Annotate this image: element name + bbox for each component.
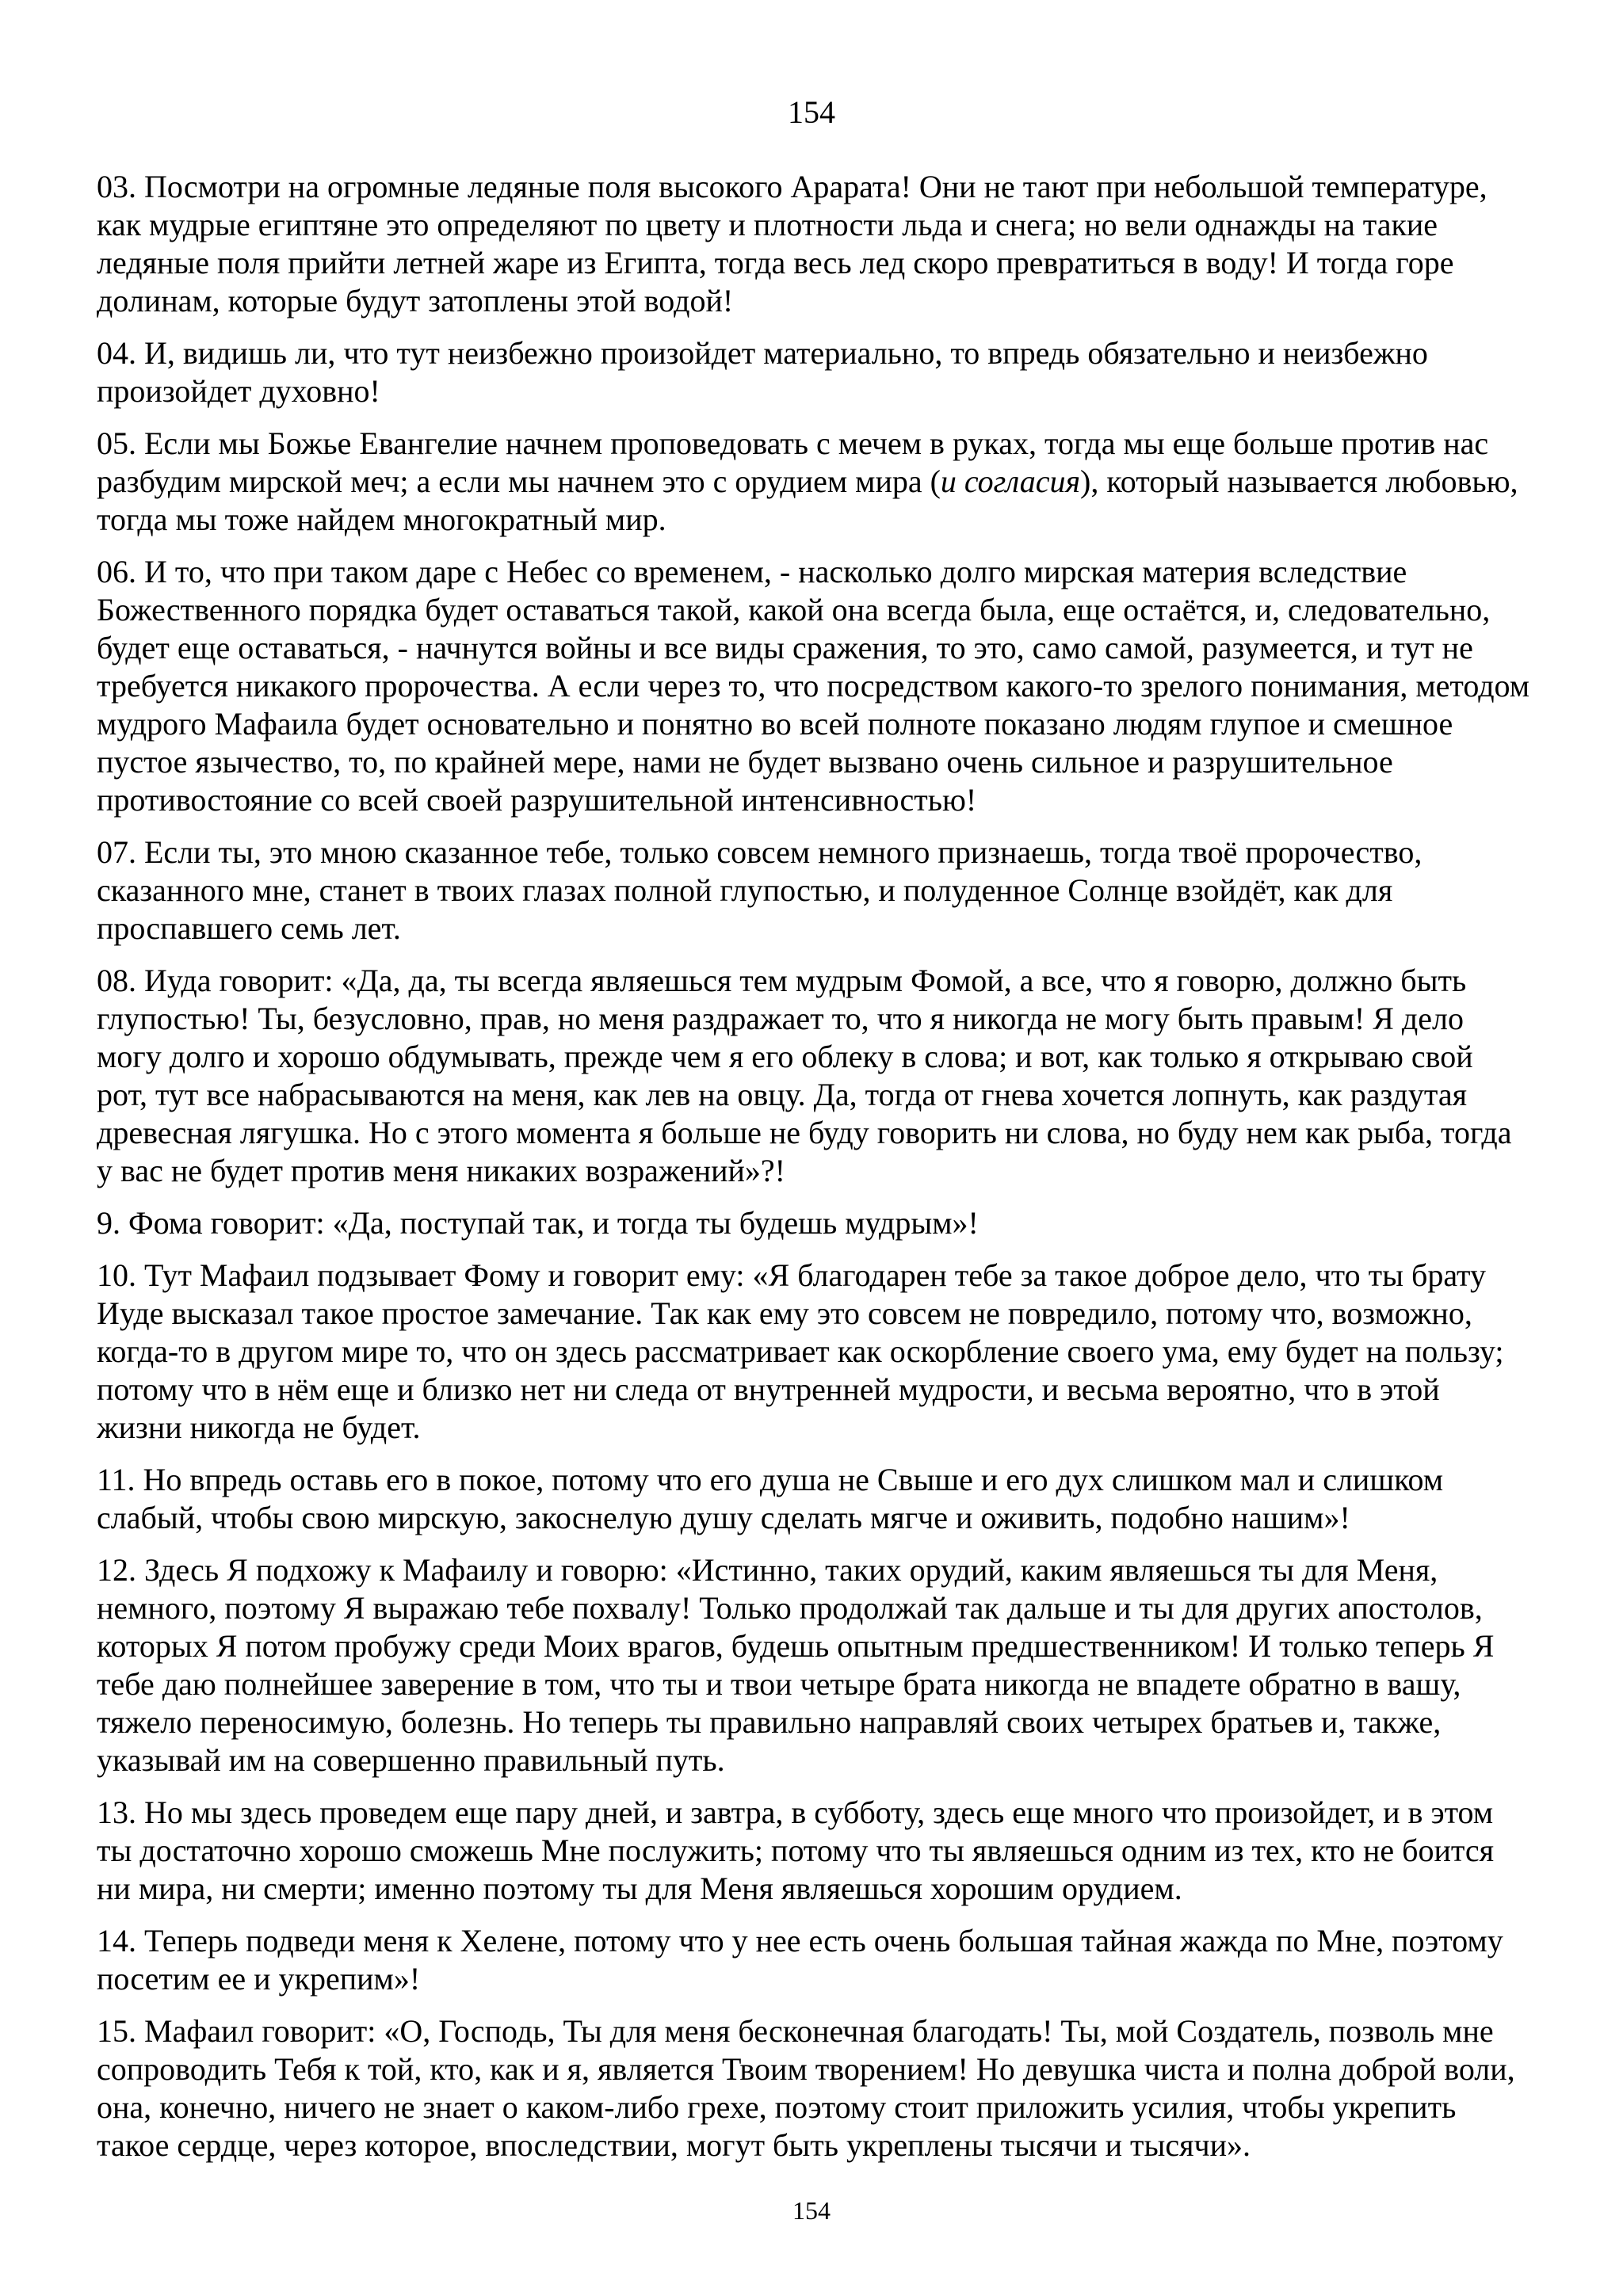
paragraph-05-post: ), который называется любовью, тогда мы тоже найдем многократный мир. bbox=[97, 463, 1518, 537]
page-number-top: 154 bbox=[788, 94, 835, 130]
paragraph-06: 06. И то, что при таком даре с Небес со временем, - насколько долго мирская материя вследствие Божественного порядка будет оставаться такой, какой она всегда была, еще остаётся, и, следовательно, будет еще оставаться, - начнутся войны и все виды сражения, то это, само самой, разумеется, и тут не требуется никакого пророчества. А если через то, что посредством какого-то зрелого понимания, методом мудрого Мафаила будет основательно и понятно во всей полноте показано людям глупое и смешное пустое язычество, то, по крайней мере, нами не будет вызвано очень сильное и разрушительное противостояние со всей своей разрушительной интенсивностью! bbox=[97, 554, 1530, 818]
paragraph-05-italic: и согласия bbox=[940, 463, 1081, 499]
paragraph-07: 07. Если ты, это мною сказанное тебе, только совсем немного признаешь, тогда твоё пророчество, сказанного мне, станет в твоих глазах полной глупостью, и полуденное Солнце взойдёт, как для проспавшего семь лет. bbox=[97, 834, 1423, 946]
paragraph-09: 9. Фома говорит: «Да, поступай так, и тогда ты будешь мудрым»! bbox=[97, 1205, 979, 1241]
paragraph-14: 14. Теперь подведи меня к Хелене, потому что у нее есть очень большая тайная жажда по Мне, поэтому посетим ее и укрепим»! bbox=[97, 1923, 1503, 1997]
paragraph-11: 11. Но впредь оставь его в покое, потому что его душа не Свыше и его дух слишком мал и слишком слабый, чтобы свою мирскую, закоснелую душу сделать мягче и оживить, подобно нашим»! bbox=[97, 1462, 1444, 1535]
paragraph-03: 03. Посмотри на огромные ледяные поля высокого Арарата! Они не тают при небольшой температуре, как мудрые египтяне это определяют по цвету и плотности льда и снега; но вели однажды на такие ледяные поля прийти летней жаре из Египта, тогда весь лед скоро превратиться в воду! И тогда горе долинам, которые будут затоплены этой водой! bbox=[97, 169, 1487, 318]
paragraph-08: 08. Иуда говорит: «Да, да, ты всегда являешься тем мудрым Фомой, а все, что я говорю, должно быть глупостью! Ты, безусловно, прав, но меня раздражает то, что я никогда не могу быть правым! Я дело могу долго и хорошо обдумывать, прежде чем я его облеку в слова; и вот, как только я открываю свой рот, тут все набрасываются на меня, как лев на овцу. Да, тогда от гнева хочется лопнуть, как раздутая древесная лягушка. Но с этого момента я больше не буду говорить ни слова, но буду нем как рыба, тогда у вас не будет против меня никаких возражений»?! bbox=[97, 963, 1512, 1188]
paragraph-10: 10. Тут Мафаил подзывает Фому и говорит ему: «Я благодарен тебе за такое доброе дело, что ты брату Иуде высказал такое простое замечание. Так как ему это совсем не повредило, потому что, возможно, когда-то в другом мире то, что он здесь рассматривает как оскорбление своего ума, ему будет на пользу; потому что в нём еще и близко нет ни следа от внутренней мудрости, и весьма вероятно, что в этой жизни никогда не будет. bbox=[97, 1257, 1504, 1445]
page-number-bottom: 154 bbox=[792, 2196, 831, 2225]
paragraph-05 bbox=[97, 425, 1531, 539]
paragraph-05-pre: 05. Если мы Божье Евангелие начнем проповедовать с мечем в руках, тогда мы еще больше против нас разбудим мирской меч; а если мы начнем это с орудием мира ( bbox=[97, 425, 1489, 499]
document-body bbox=[97, 168, 1531, 2179]
paragraph-13: 13. Но мы здесь проведем еще пару дней, и завтра, в субботу, здесь еще много что произойдет, и в этом ты достаточно хорошо сможешь Мне послужить; потому что ты являешься одним из тех, кто не боится ни мира, ни смерти; именно поэтому ты для Меня являешься хорошим орудием. bbox=[97, 1794, 1495, 1906]
paragraph-15: 15. Мафаил говорит: «О, Господь, Ты для меня бесконечная благодать! Ты, мой Создатель, позволь мне сопроводить Тебя к той, кто, как и я, является Твоим творением! Но девушка чиста и полна доброй воли, она, конечно, ничего не знает о каком-либо грехе, поэтому стоит приложить усилия, чтобы укрепить такое сердце, через которое, впоследствии, могут быть укреплены тысячи и тысячи». bbox=[97, 2013, 1515, 2163]
paragraph-04: 04. И, видишь ли, что тут неизбежно произойдет материально, то впредь обязательно и неизбежно произойдет духовно! bbox=[97, 335, 1428, 409]
paragraph-12: 12. Здесь Я подхожу к Мафаилу и говорю: «Истинно, таких орудий, каким являешься ты для Меня, немного, поэтому Я выражаю тебе похвалу! Только продолжай так дальше и ты для других апостолов, которых Я потом пробужу среди Моих врагов, будешь опытным предшественником! И только теперь Я тебе даю полнейшее заверение в том, что ты и твои четыре брата никогда не впадете обратно в вашу, тяжело переносимую, болезнь. Но теперь ты правильно направляй своих четырех братьев и, также, указывай им на совершенно правильный путь. bbox=[97, 1552, 1495, 1778]
